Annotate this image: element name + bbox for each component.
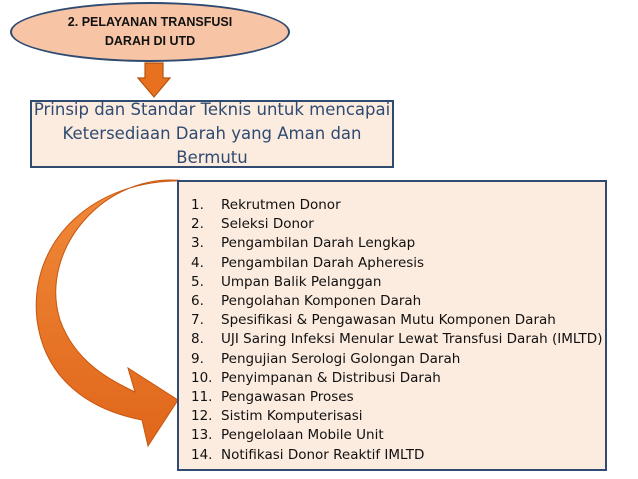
list-item — [191, 369, 605, 388]
list-item-number: 6. — [191, 293, 204, 310]
list-item-number: 12. — [191, 408, 213, 425]
list-item-number: 9. — [191, 350, 204, 367]
list-item-text: Spesifikasi & Pengawasan Mutu Komponen Darah — [221, 312, 556, 329]
header-line-1: 2. PELAYANAN TRANSFUSI — [67, 15, 233, 29]
header-line-2: DARAH DI UTD — [104, 34, 196, 48]
list-item-text: Rekrutmen Donor — [221, 197, 341, 213]
list-item — [191, 407, 605, 426]
list-item — [191, 388, 605, 407]
list-item — [191, 234, 605, 253]
list-item-number: 10. — [191, 369, 213, 386]
list-item-number: 8. — [191, 331, 204, 348]
list-item-number: 4. — [191, 254, 204, 271]
list-item-number: 3. — [191, 235, 204, 252]
principle-box — [30, 100, 394, 168]
list-item-text: Notifikasi Donor Reaktif IMLTD — [221, 446, 425, 463]
list-item-text: Pengolahan Komponen Darah — [221, 293, 422, 310]
list-item-number: 11. — [191, 389, 213, 406]
list-item-number: 5. — [191, 273, 204, 290]
list-item — [191, 273, 605, 292]
list-item — [191, 426, 605, 445]
list-item-text: Seleksi Donor — [221, 216, 314, 233]
list-item — [191, 446, 605, 465]
principle-line-1: Prinsip dan Standar Teknis untuk mencapai — [33, 100, 391, 119]
list-item-text: Pengelolaan Mobile Unit — [221, 427, 384, 444]
principle-line-2: Ketersediaan Darah yang Aman dan Bermutu — [62, 124, 362, 167]
list-item — [191, 350, 605, 369]
list-item — [191, 254, 605, 273]
list-item-number: 2. — [191, 216, 204, 233]
list-item-text: Pengujian Serologi Golongan Darah — [221, 350, 461, 367]
list-item-text: Penyimpanan & Distribusi Darah — [221, 369, 441, 386]
list-item — [191, 292, 605, 311]
list-item-text: Pengambilan Darah Apheresis — [221, 254, 425, 271]
header-ellipse — [10, 2, 290, 62]
list-item-number: 1. — [191, 197, 204, 213]
steps-list — [177, 180, 607, 471]
list-item-number: 7. — [191, 312, 204, 329]
list-item-text: Sistim Komputerisasi — [221, 408, 363, 425]
list-item-number: 13. — [191, 427, 213, 444]
list-item-text: Pengambilan Darah Lengkap — [221, 235, 416, 252]
list-item-text: Umpan Balik Pelanggan — [221, 273, 382, 290]
list-item — [191, 330, 605, 349]
list-item — [191, 215, 605, 234]
list-item-number: 14. — [191, 446, 213, 463]
list-item — [191, 196, 605, 215]
list-item-text: Pengawasan Proses — [221, 389, 354, 406]
down-arrow-icon — [137, 62, 171, 98]
list-item-text: UJI Saring Infeksi Menular Lewat Transfusi Darah (IMLTD) — [221, 331, 603, 348]
list-item — [191, 311, 605, 330]
